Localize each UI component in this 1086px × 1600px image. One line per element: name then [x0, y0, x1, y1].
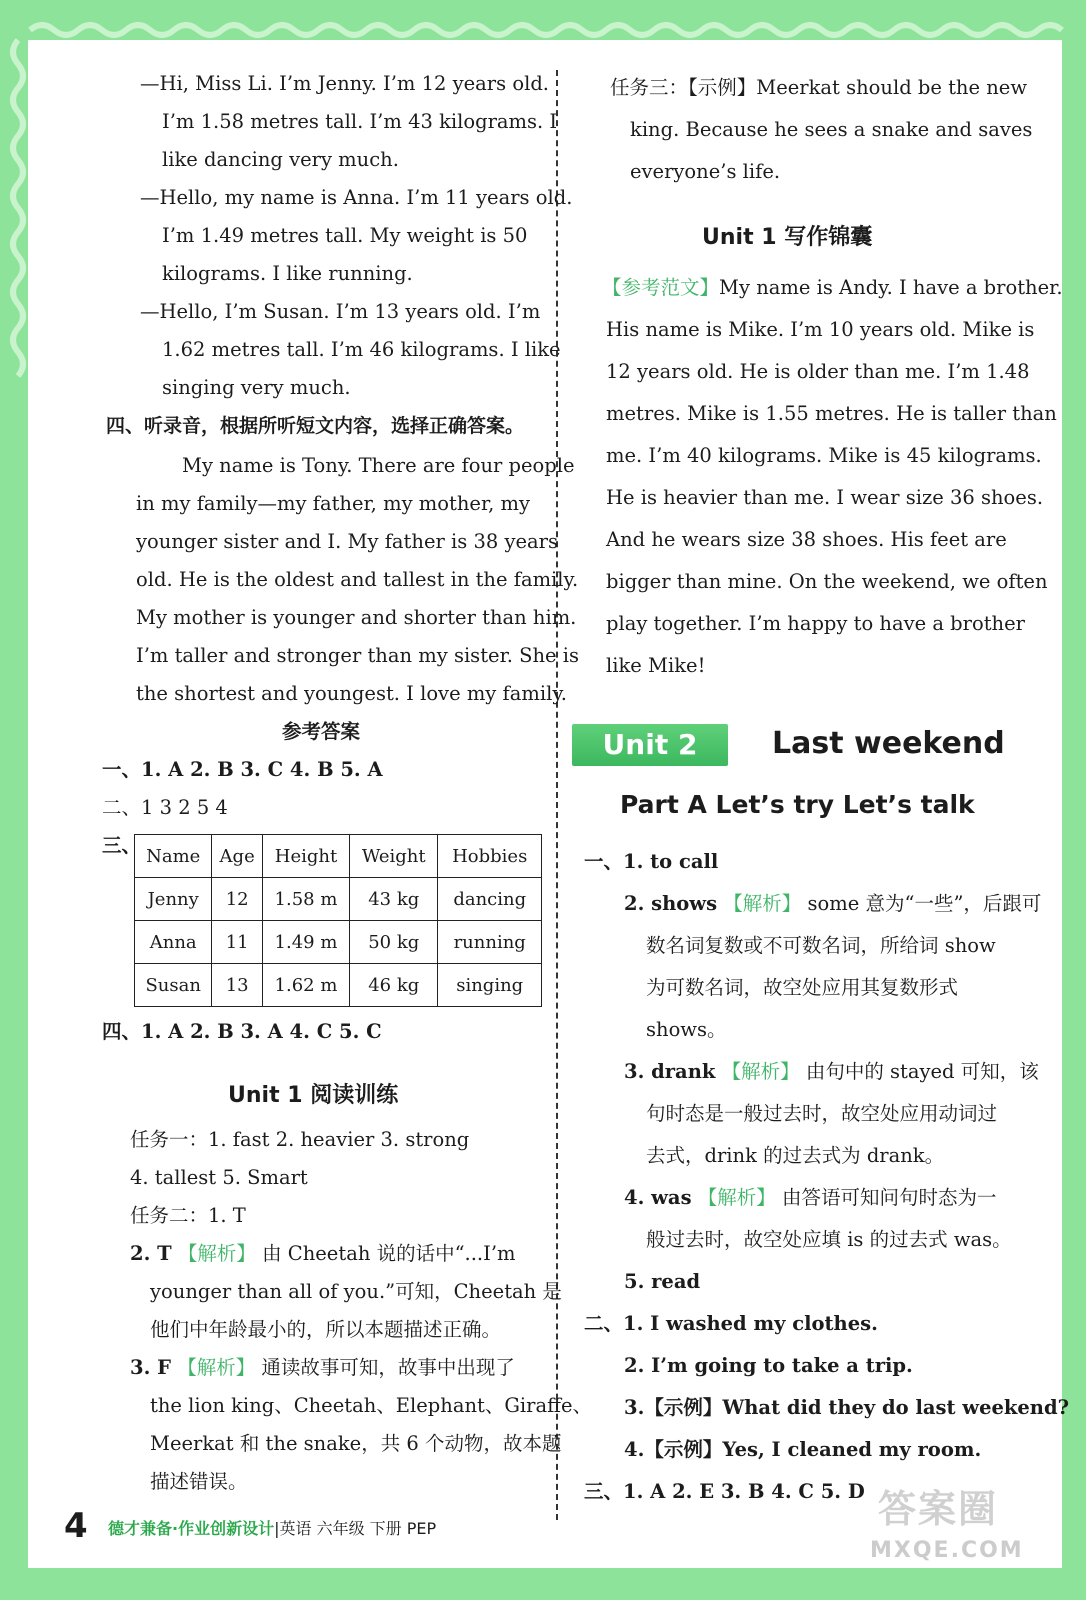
task-2-item — [130, 1242, 516, 1266]
analysis-line: Meerkat 和 the snake，共 6 个动物，故本题 — [150, 1432, 562, 1455]
analysis-line: 他们中年龄最小的，所以本题描述正确。 — [150, 1318, 502, 1341]
table-cell: 1.62 m — [262, 964, 349, 1007]
dialogue-line: singing very much. — [162, 376, 351, 399]
table-header: Age — [212, 835, 263, 878]
table-cell: 1.58 m — [262, 878, 349, 921]
brand-name: 德才兼备·作业创新设计 — [108, 1519, 275, 1538]
item-answer: 4. was — [624, 1186, 692, 1209]
item-answer: 3. drank — [624, 1060, 716, 1083]
passage-line: My name is Tony. There are four people — [182, 454, 575, 477]
answers-part-2: 二、1 3 2 5 4 — [102, 796, 228, 819]
answers-heading: 参考答案 — [282, 720, 361, 743]
passage-line: old. He is the oldest and tallest in the family. — [136, 568, 579, 591]
task-2-line: 任务二：1. T — [130, 1204, 246, 1227]
analysis-tag: 【解析】 — [697, 1186, 776, 1209]
table-cell: Anna — [135, 921, 212, 964]
essay-line: bigger than mine. On the weekend, we often — [606, 570, 1048, 593]
answers-part-3-label: 三、 — [102, 834, 142, 857]
watermark-logo: 答案圈 — [878, 1487, 999, 1531]
analysis-line: 去式，drink 的过去式为 drank。 — [646, 1144, 945, 1167]
analysis-text: 由答语可知问句时态为一 — [781, 1186, 997, 1209]
essay-line: metres. Mike is 1.55 metres. He is taller than — [606, 402, 1057, 425]
exercise-line — [624, 1186, 996, 1210]
table-cell: dancing — [438, 878, 542, 921]
dialogue-line: kilograms. I like running. — [162, 262, 413, 285]
analysis-text: 通读故事可知，故事中出现了 — [261, 1356, 515, 1379]
section-4-heading: 四、听录音，根据所听短文内容，选择正确答案。 — [106, 415, 525, 437]
table-cell: singing — [438, 964, 542, 1007]
table-cell: 1.49 m — [262, 921, 349, 964]
dialogue-line: —Hello, I’m Susan. I’m 13 years old. I’m — [140, 300, 541, 323]
table-header-row — [135, 835, 542, 878]
table-header: Name — [135, 835, 212, 878]
exercise-line: 二、1. I washed my clothes. — [584, 1312, 878, 1335]
exercise-line — [624, 1060, 1039, 1084]
table-header: Weight — [350, 835, 438, 878]
watermark-url: MXQE.COM — [870, 1538, 1024, 1563]
writing-heading: Unit 1 写作锦囊 — [702, 225, 873, 250]
exercise-line: 2. I’m going to take a trip. — [624, 1354, 913, 1377]
analysis-line: 数名词复数或不可数名词，所给词 show — [646, 934, 996, 957]
unit-2-badge: Unit 2 — [572, 724, 728, 766]
analysis-tag: 【解析】 — [721, 1060, 800, 1083]
reading-heading: Unit 1 阅读训练 — [228, 1083, 399, 1108]
footer-text — [108, 1516, 436, 1539]
table-cell: 46 kg — [350, 964, 438, 1007]
analysis-line: 句时态是一般过去时，故空处应用动词过 — [646, 1102, 998, 1125]
analysis-tag: 【解析】 — [723, 892, 802, 915]
analysis-line: 为可数名词，故空处应用其复数形式 — [646, 976, 959, 999]
dialogue-line: like dancing very much. — [162, 148, 399, 171]
table-cell: Susan — [135, 964, 212, 1007]
dialogue-line: I’m 1.58 metres tall. I’m 43 kilograms. I — [162, 110, 558, 133]
essay-line: 12 years old. He is older than me. I’m 1.48 — [606, 360, 1030, 383]
task-2-item — [130, 1356, 515, 1380]
essay-line: He is heavier than me. I wear size 36 shoes. — [606, 486, 1044, 509]
table-header: Height — [262, 835, 349, 878]
analysis-line: younger than all of you.”可知，Cheetah 是 — [150, 1280, 562, 1303]
task-1-line: 任务一：1. fast 2. heavier 3. strong — [130, 1128, 470, 1151]
table-row — [135, 964, 542, 1007]
essay-line: His name is Mike. I’m 10 years old. Mike is — [606, 318, 1035, 341]
passage-line: the shortest and youngest. I love my family. — [136, 682, 567, 705]
table-header: Hobbies — [438, 835, 542, 878]
page-number: 4 — [64, 1506, 88, 1546]
essay-line: like Mike! — [606, 654, 706, 677]
analysis-line: 般过去时，故空处应填 is 的过去式 was。 — [646, 1228, 1012, 1251]
dialogue-line: —Hi, Miss Li. I’m Jenny. I’m 12 years old. — [140, 72, 549, 95]
table-cell: 50 kg — [350, 921, 438, 964]
analysis-line: 描述错误。 — [150, 1470, 248, 1493]
passage-line: I’m taller and stronger than my sister. She is — [136, 644, 580, 667]
table-cell: 11 — [212, 921, 263, 964]
answers-part-1: 一、1. A 2. B 3. C 4. B 5. A — [102, 758, 383, 781]
passage-line: younger sister and I. My father is 38 years — [136, 530, 558, 553]
dialogue-line: —Hello, my name is Anna. I’m 11 years old. — [140, 186, 573, 209]
analysis-tag: 【解析】 — [177, 1356, 256, 1379]
exercise-line: 3.【示例】What did they do last weekend? — [624, 1396, 1070, 1419]
item-number: 3. F — [130, 1356, 171, 1379]
analysis-tag: 【解析】 — [177, 1242, 256, 1265]
analysis-text: 由句中的 stayed 可知，该 — [805, 1060, 1039, 1083]
analysis-text: 由 Cheetah 说的话中“...I’m — [262, 1242, 516, 1265]
table-row — [135, 878, 542, 921]
task-1-line: 4. tallest 5. Smart — [130, 1166, 308, 1189]
table-cell: 13 — [212, 964, 263, 1007]
analysis-text: some 意为“一些”，后跟可 — [807, 892, 1042, 915]
passage-line: in my family—my father, my mother, my — [136, 492, 531, 515]
exercise-line: 一、1. to call — [584, 850, 719, 873]
unit-title: Last weekend — [772, 726, 1005, 761]
part-title: Part A Let’s try Let’s talk — [620, 790, 975, 819]
analysis-line: the lion king、Cheetah、Elephant、Giraffe、 — [150, 1394, 593, 1417]
essay-line: play together. I’m happy to have a brother — [606, 612, 1025, 635]
sample-tag: 【参考范文】 — [602, 276, 720, 299]
table-cell: 12 — [212, 878, 263, 921]
task-3-line: everyone’s life. — [630, 160, 781, 183]
exercise-line — [624, 892, 1041, 916]
task-3-line: 任务三：【示例】Meerkat should be the new — [610, 76, 1028, 99]
item-number: 2. T — [130, 1242, 172, 1265]
subject-info: |英语 六年级 下册 PEP — [274, 1519, 437, 1538]
essay-text: My name is Andy. I have a brother. — [719, 276, 1063, 299]
table-cell: 43 kg — [350, 878, 438, 921]
table-cell: running — [438, 921, 542, 964]
dialogue-line: 1.62 metres tall. I’m 46 kilograms. I like — [162, 338, 561, 361]
dialogue-line: I’m 1.49 metres tall. My weight is 50 — [162, 224, 528, 247]
essay-line: And he wears size 38 shoes. His feet are — [606, 528, 1007, 551]
essay-line — [602, 276, 1063, 300]
table-cell: Jenny — [135, 878, 212, 921]
analysis-line: shows。 — [646, 1018, 727, 1041]
answers-part-4: 四、1. A 2. B 3. A 4. C 5. C — [102, 1020, 382, 1043]
item-answer: 2. shows — [624, 892, 718, 915]
table-row — [135, 921, 542, 964]
essay-line: me. I’m 40 kilograms. Mike is 45 kilograms. — [606, 444, 1042, 467]
exercise-line: 4.【示例】Yes, I cleaned my room. — [624, 1438, 982, 1461]
passage-line: My mother is younger and shorter than him. — [136, 606, 577, 629]
exercise-line: 5. read — [624, 1270, 701, 1293]
answer-table — [134, 834, 542, 1007]
exercise-line: 三、1. A 2. E 3. B 4. C 5. D — [584, 1480, 865, 1503]
task-3-line: king. Because he sees a snake and saves — [630, 118, 1033, 141]
